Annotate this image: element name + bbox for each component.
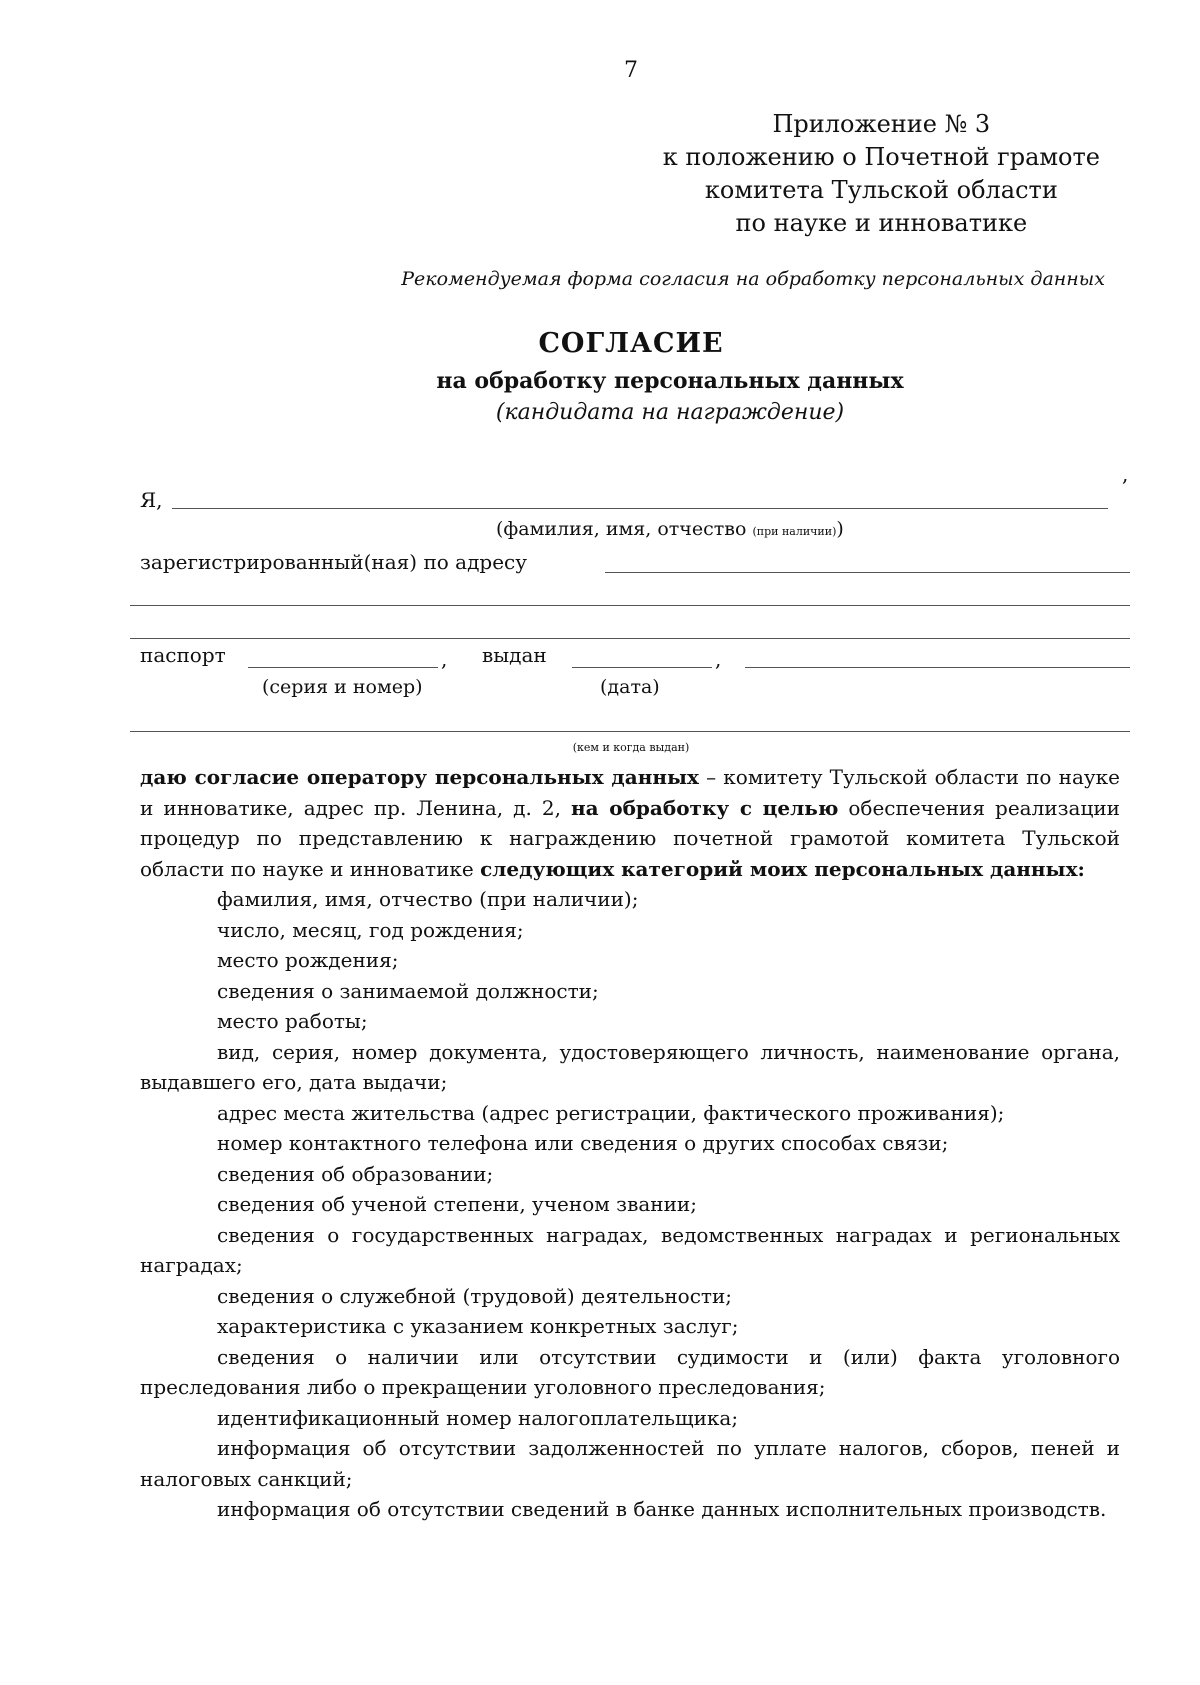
intro-text-1: – комитету Тульской области по науке и инноватике, адрес пр. Ленина, д. 2,	[140, 765, 1120, 820]
issued-label: выдан	[482, 643, 547, 667]
registered-label: зарегистрированный(ная) по адресу	[140, 550, 528, 574]
fio-input-line[interactable]	[172, 508, 1108, 509]
ya-label: Я,	[140, 488, 163, 512]
series-caption: (серия и номер)	[262, 676, 423, 698]
list-item: вид, серия, номер документа, удостоверяющего личность, наименование органа, выдавшего его, дата выдачи;	[140, 1039, 1120, 1094]
intro-text-2: обеспечения реализации процедур по представлению к награждению почетной грамотой комитета Тульской области по науке и инноватике	[140, 795, 1120, 881]
appendix-line-4: по науке и инноватике	[735, 209, 1028, 237]
list-item: адрес места жительства (адрес регистрации, фактического проживания);	[217, 1100, 1005, 1125]
list-item: место работы;	[217, 1009, 368, 1033]
address-input-line-1[interactable]	[605, 572, 1130, 573]
fio-caption	[496, 518, 844, 540]
appendix-header	[663, 108, 1100, 240]
issued-comma: ,	[715, 647, 722, 671]
list-item: место рождения;	[217, 948, 399, 972]
list-item: информация об отсутствии сведений в банке данных исполнительных производств.	[217, 1497, 1107, 1521]
passport-label: паспорт	[140, 643, 226, 667]
issued-date-line[interactable]	[572, 667, 712, 668]
document-subtitle-note: (кандидата на награждение)	[495, 400, 845, 425]
list-item: сведения об образовании;	[217, 1161, 494, 1186]
list-item: сведения о государственных наградах, ведомственных наградах и региональных наградах;	[140, 1222, 1120, 1277]
fio-caption-end: )	[836, 518, 844, 540]
fio-trailing-comma: ,	[1122, 462, 1129, 486]
fio-caption-text: (фамилия, имя, отчество	[496, 518, 753, 540]
document-subtitle: на обработку персональных данных	[436, 368, 904, 394]
list-item: идентификационный номер налогоплательщика;	[217, 1405, 739, 1430]
list-item: номер контактного телефона или сведения о других способах связи;	[217, 1131, 949, 1155]
list-item: число, месяц, год рождения;	[217, 917, 524, 942]
list-item: сведения об ученой степени, ученом звании;	[217, 1192, 697, 1216]
issued-by-caption: (кем и когда выдан)	[572, 741, 690, 754]
list-item: сведения о наличии или отсутствии судимости и (или) факта уголовного преследования либо о прекращении уголовного преследования;	[140, 1344, 1120, 1399]
recommended-form-note: Рекомендуемая форма согласия на обработку персональных данных	[401, 268, 1105, 290]
list-item: фамилия, имя, отчество (при наличии);	[217, 887, 639, 911]
appendix-line-1: Приложение № 3	[772, 110, 991, 138]
date-caption: (дата)	[600, 676, 660, 698]
document-title: СОГЛАСИЕ	[538, 328, 724, 359]
appendix-line-3: комитета Тульской области	[704, 176, 1058, 204]
list-item: сведения о служебной (трудовой) деятельности;	[217, 1283, 733, 1308]
list-item: сведения о занимаемой должности;	[217, 978, 599, 1003]
address-input-line-2[interactable]	[130, 605, 1130, 606]
intro-paragraph	[140, 762, 1120, 884]
intro-bold-3: следующих категорий моих персональных данных:	[480, 856, 1085, 881]
consent-body	[140, 762, 1120, 1525]
page-number: 7	[624, 58, 638, 83]
issued-by-full-line[interactable]	[130, 731, 1130, 732]
list-item: характеристика с указанием конкретных заслуг;	[217, 1314, 739, 1338]
address-input-line-3[interactable]	[130, 638, 1130, 639]
appendix-line-2: к положению о Почетной грамоте	[662, 143, 1100, 171]
list-item: информация об отсутствии задолженностей по уплате налогов, сборов, пеней и налоговых санкций;	[140, 1436, 1120, 1491]
intro-bold-2: на обработку с целью	[571, 795, 839, 820]
fio-caption-small: (при наличии)	[752, 525, 837, 538]
intro-bold-1: даю согласие оператору персональных данных	[140, 765, 699, 789]
issued-by-line[interactable]	[745, 667, 1130, 668]
passport-series-line[interactable]	[248, 667, 438, 668]
passport-comma: ,	[441, 647, 448, 671]
